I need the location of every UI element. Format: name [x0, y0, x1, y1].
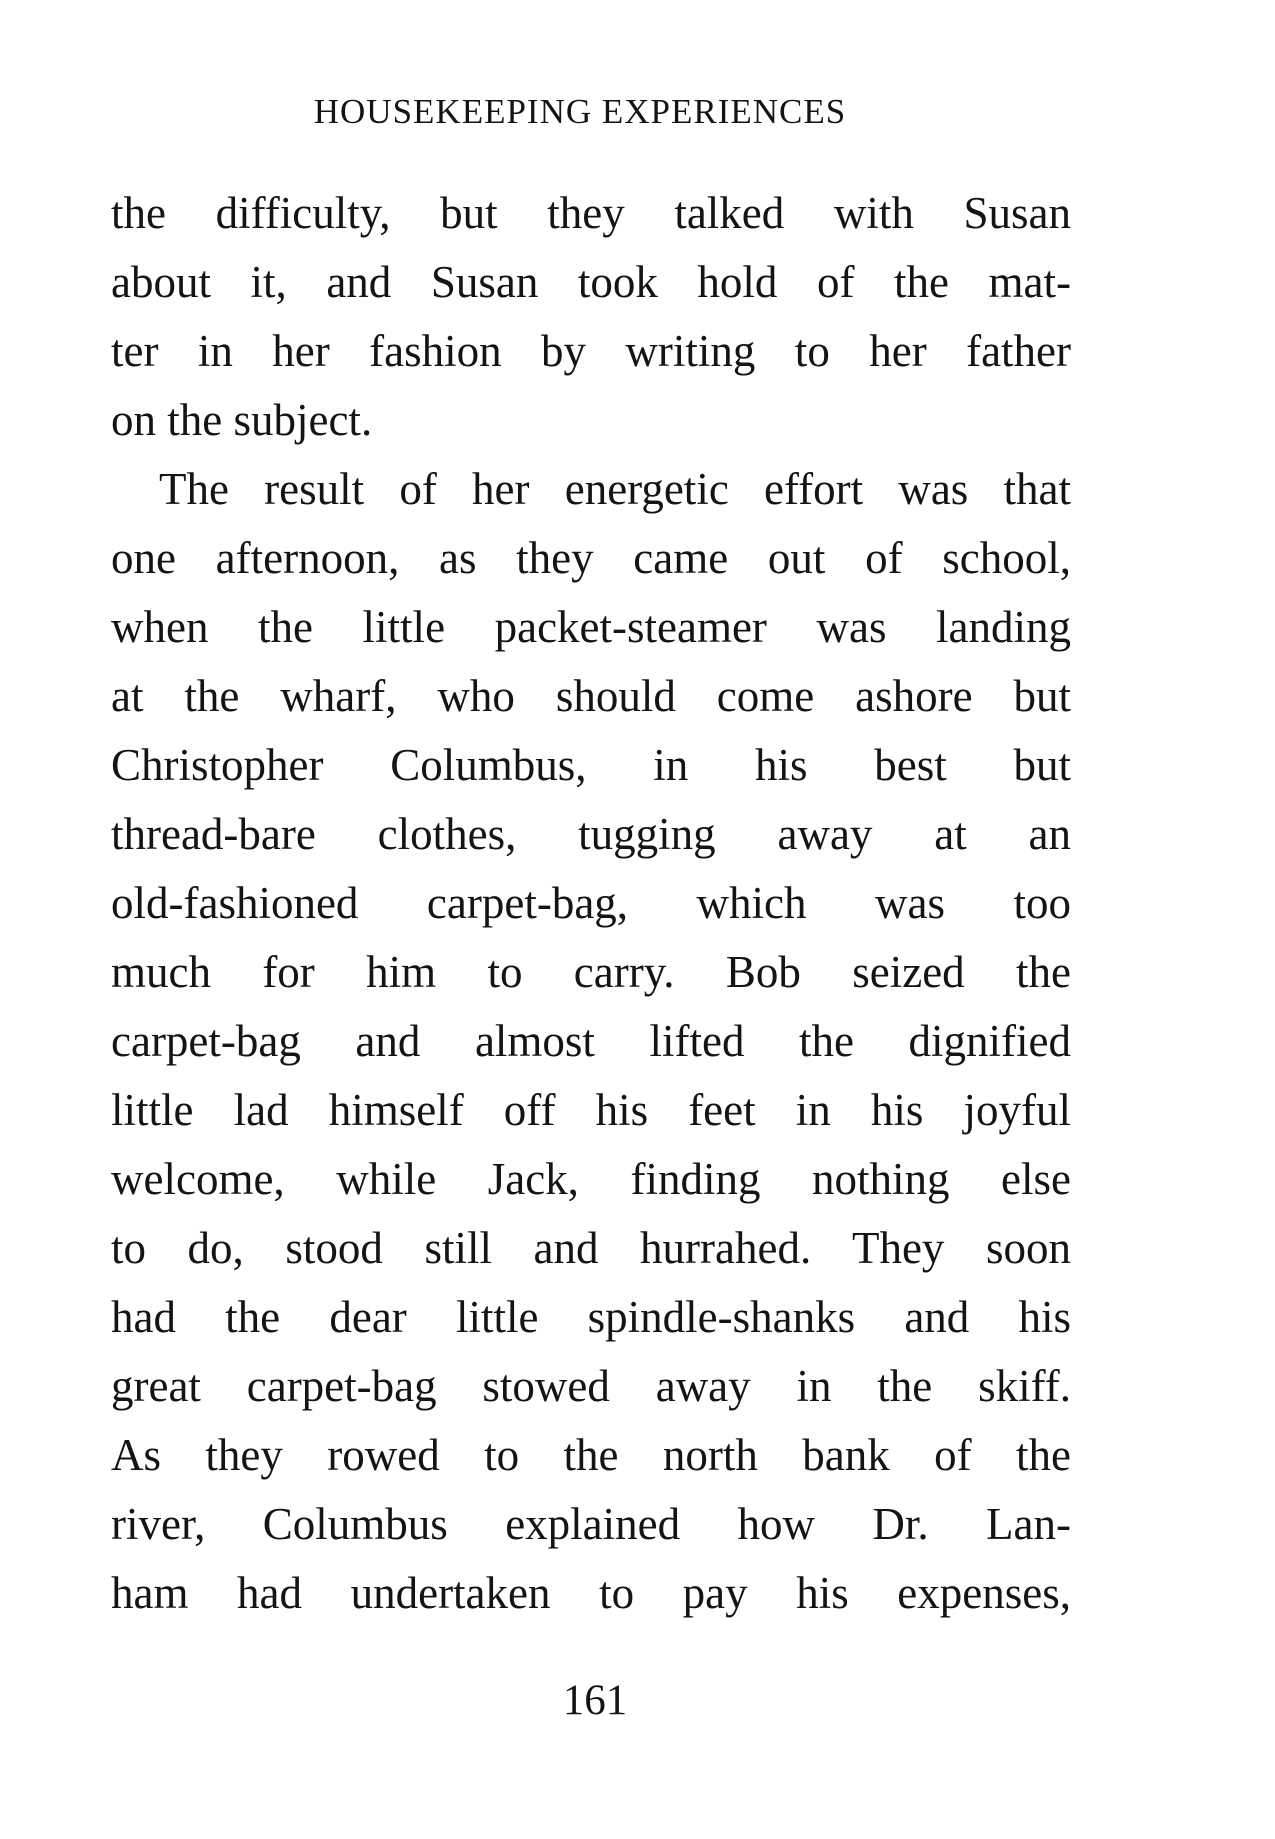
text-line: to do, stood still and hurrahed. They soon [111, 1223, 1071, 1273]
text-line: little lad himself off his feet in his joyful [111, 1085, 1071, 1135]
text-line: great carpet-bag stowed away in the skiff. [111, 1361, 1071, 1411]
text-line: ham had undertaken to pay his expenses, [111, 1568, 1071, 1618]
text-line: had the dear little spindle-shanks and his [111, 1292, 1071, 1342]
text-line: when the little packet-steamer was landing [111, 602, 1071, 652]
text-line: old-fashioned carpet-bag, which was too [111, 878, 1071, 928]
body-text [111, 179, 1071, 1628]
paragraph-first-line: The result of her energetic effort was that [159, 464, 1071, 514]
text-line: on the subject. [111, 395, 373, 445]
text-line: carpet-bag and almost lifted the dignified [111, 1016, 1071, 1066]
text-line: Christopher Columbus, in his best but [111, 740, 1071, 790]
text-line: one afternoon, as they came out of school, [111, 533, 1071, 583]
text-line: the difficulty, but they talked with Susan [111, 188, 1071, 238]
text-line: As they rowed to the north bank of the [111, 1430, 1071, 1480]
text-line: about it, and Susan took hold of the mat- [111, 257, 1071, 307]
text-line: at the wharf, who should come ashore but [111, 671, 1071, 721]
text-line: ter in her fashion by writing to her father [111, 326, 1071, 376]
running-header: HOUSEKEEPING EXPERIENCES [313, 92, 847, 131]
text-line: much for him to carry. Bob seized the [111, 947, 1071, 997]
text-line: river, Columbus explained how Dr. Lan- [111, 1499, 1071, 1549]
text-line: welcome, while Jack, finding nothing else [111, 1154, 1071, 1204]
page-number: 161 [562, 1677, 628, 1724]
text-line: thread-bare clothes, tugging away at an [111, 809, 1071, 859]
